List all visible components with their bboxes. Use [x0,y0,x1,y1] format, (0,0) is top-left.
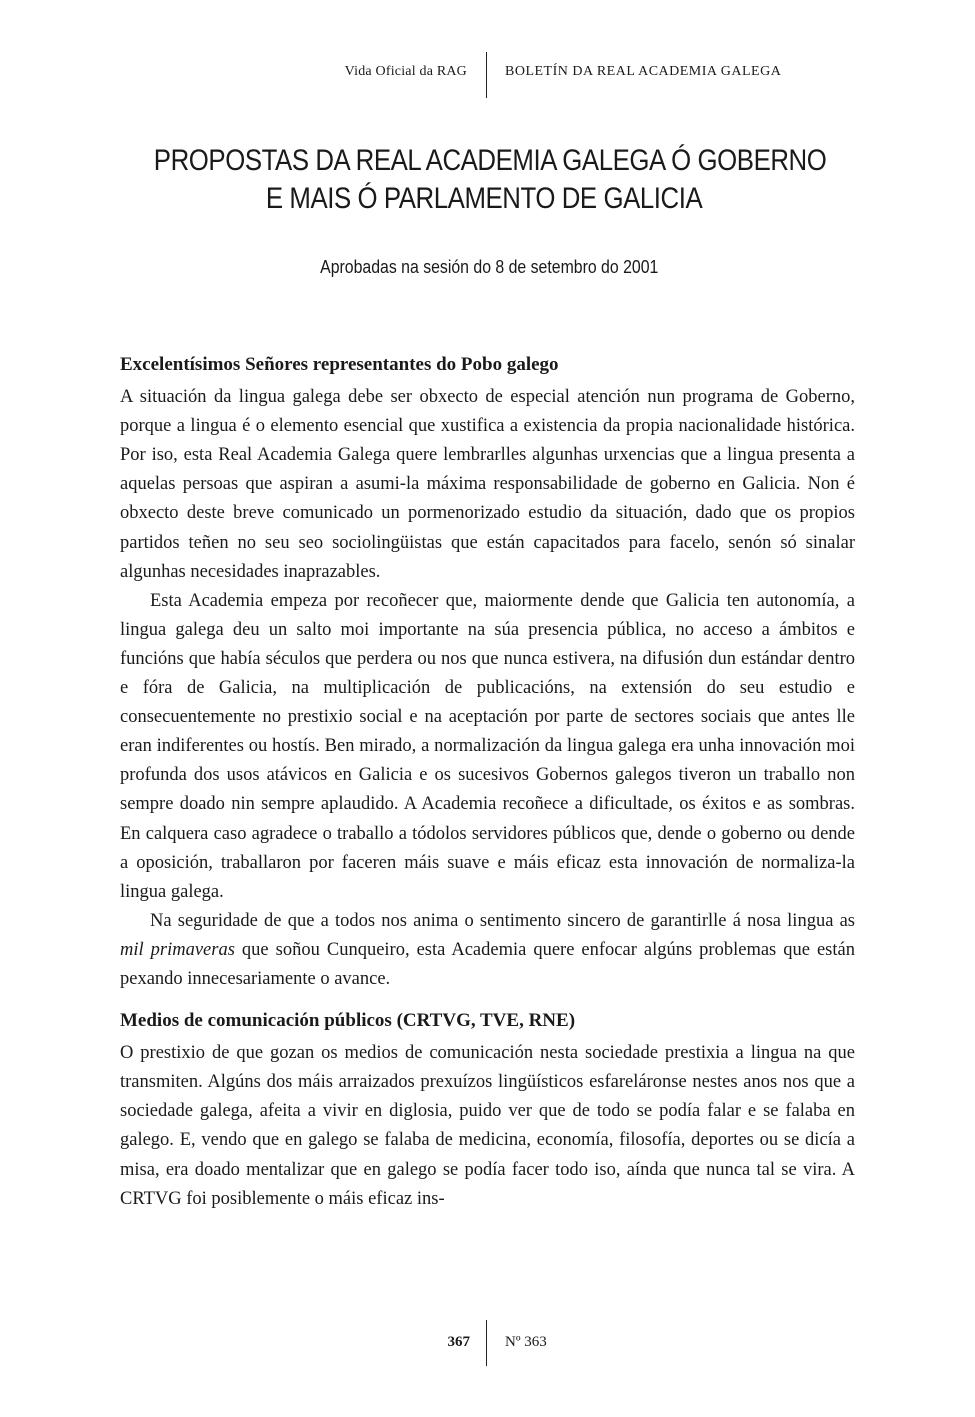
page-footer [0,1320,975,1366]
title-line-2: E MAIS Ó PARLAMENTO DE GALICIA [265,182,703,215]
footer-divider [486,1320,487,1366]
title-line-1: PROPOSTAS DA REAL ACADEMIA GALEGA Ó GOBERNO [153,144,827,177]
italic-quote: mil primaveras [120,939,235,960]
header-section-label: Vida Oficial da RAG [344,64,467,79]
paragraph [120,907,855,994]
section-heading-salutation: Excelentísimos Señores representantes do Pobo galego [120,354,559,375]
section-heading-media: Medios de comunicación públicos (CRTVG, TVE, RNE) [120,1010,576,1032]
issue-number: Nº 363 [505,1334,547,1350]
paragraph: Esta Academia empeza por recoñecer que, maiormente dende que Galicia ten autonomía, a lingua galega deu un salto moi importante na súa presencia pública, no acceso a ámbitos e funcións que había séculos que perdera ou nos que nunca estivera, na difusión dun estándar dentro e fóra de Galicia, na multiplicación de publicacións, na extensión do seu estudio e consecuentemente no prestixio social e na aceptación por parte de sectores sociais que antes lle eran indiferentes ou hostís. Ben mirado, a normalización da lingua galega era unha innovación moi profunda dos usos atávicos en Galicia e os sucesivos Gobernos galegos tiveron un traballo non sempre doado nin sempre aplaudido. A Academia recoñece a dificultade, os éxitos e as sombras. En calquera caso agradece o traballo a tódolos servidores públicos que, dende o goberno ou dende a oposición, traballaron por faceren máis suave e máis eficaz esta innovación de normaliza-la lingua galega. [120,590,855,902]
paragraph: O prestixio de que gozan os medios de comunicación nesta sociedade prestixia a lingua na que transmiten. Algúns dos máis arraizados prexuízos lingüísticos esfareláronse nestes anos nos que a sociedade galega, afeita a vivir en diglosia, puido ver que de todo se podía falar e se falaba en galego. E, vendo que en galego se falaba de medicina, economía, filosofía, deportes ou se dicía a misa, era doado mentalizar que en galego se podía facer todo iso, aínda que nunca tal se vira. A CRTVG foi posiblemente o máis eficaz ins- [120,1043,855,1209]
paragraph-text: Na seguridade de que a todos nos anima o sentimento sincero de garantirlle á nosa lingua as [150,910,855,931]
page-number: 367 [447,1334,470,1350]
header-journal-title: BOLETÍN DA REAL ACADEMIA GALEGA [505,64,782,79]
paragraph-text: que soñou Cunqueiro, esta Academia quere enfocar algúns problemas que están pexando innecesariamente o avance. [120,939,855,989]
document-subtitle: Aprobadas na sesión do 8 de setembro do 2001 [320,257,659,277]
header-divider [486,52,487,98]
document-title [70,142,909,218]
running-header [0,52,975,98]
paragraph: A situación da lingua galega debe ser obxecto de especial atención nun programa de Goberno, porque a lingua é o elemento esencial que xustifica a existencia da propia nacionalidade histórica. Por iso, esta Real Academia Galega quere lembrarlles algunhas urxencias que a lingua presenta a aquelas persoas que aspiran a asumi-la máxima responsabilidade de goberno en Galicia. Non é obxecto deste breve comunicado un pormenorizado estudio da situación, dado que os propios partidos teñen no seu seo sociolingüistas que están capacitados para facelo, senón só sinalar algunhas necesidades inaprazables. [120,387,855,582]
document-body [120,350,855,1214]
